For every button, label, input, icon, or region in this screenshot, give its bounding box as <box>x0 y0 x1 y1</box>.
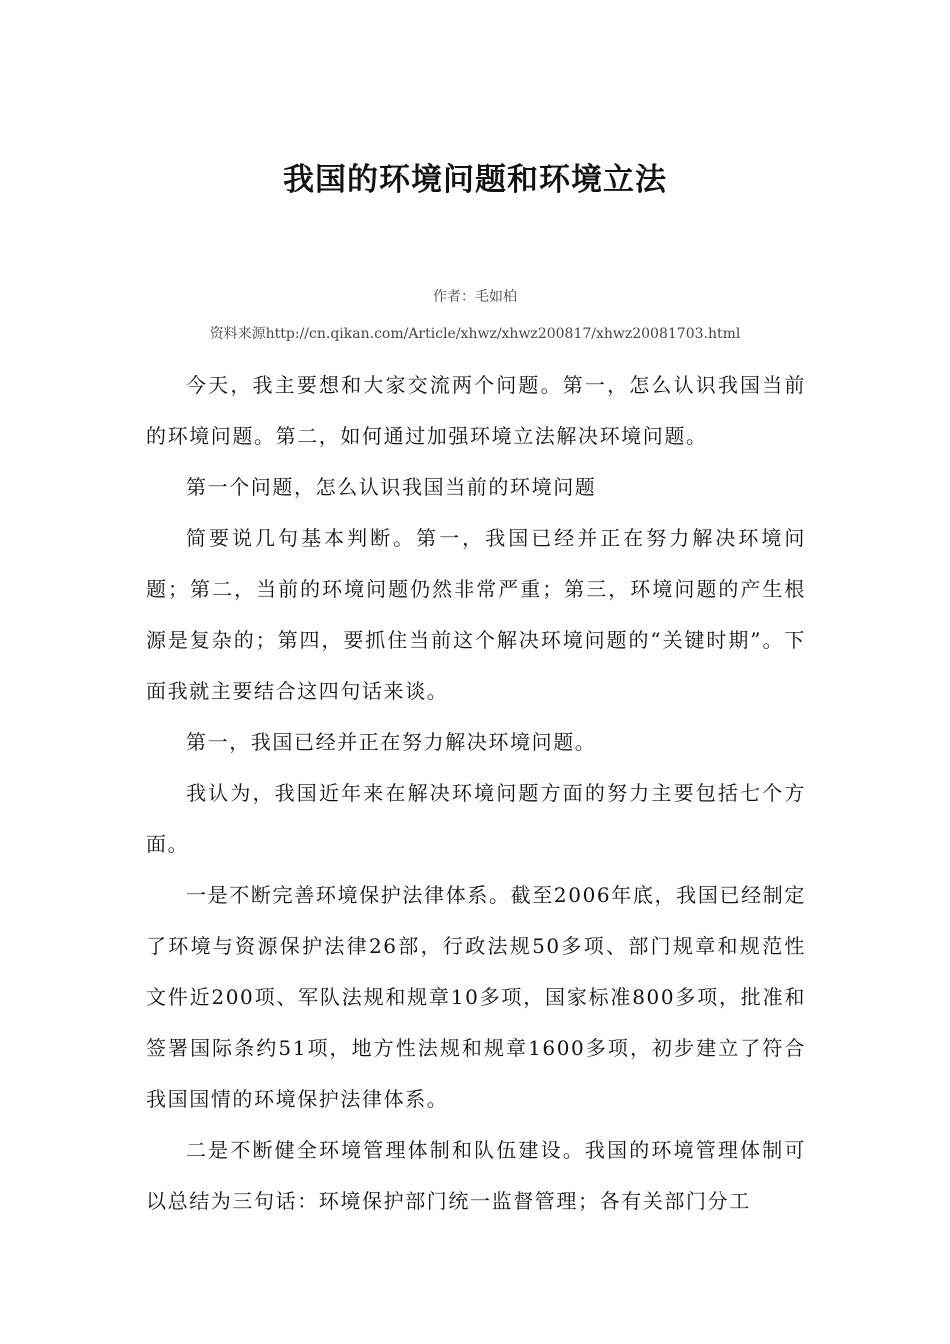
paragraph: 第一个问题，怎么认识我国当前的环境问题 <box>186 475 597 499</box>
source-line: 资料来源http://cn.qikan.com/Article/xhwz/xhwz200817/xhwz20081703.html <box>209 326 741 342</box>
document-title: 我国的环境问题和环境立法 <box>283 162 667 198</box>
paragraph: 一是不断完善环境保护法律体系。截至2006年底，我国已经制定了环境与资源保护法律26部，行政法规50多项、部门规章和规范性文件近200项、军队法规和规章10多项，国家标准800多项，批准和签署国际条约51项，地方性法规和规章1600多项，初步建立了符合我国国情的环境保护法律体系。 <box>146 883 806 1111</box>
paragraph: 简要说几句基本判断。第一，我国已经并正在努力解决环境问题；第二，当前的环境问题仍然非常严重；第三，环境问题的产生根源是复杂的；第四，要抓住当前这个解决环境问题的“关键时期”。下面我就主要结合这四句话来谈。 <box>146 526 806 703</box>
paragraph: 我认为，我国近年来在解决环境问题方面的努力主要包括七个方面。 <box>146 781 806 856</box>
paragraph: 第一，我国已经并正在努力解决环境问题。 <box>186 730 597 754</box>
document-body <box>146 360 806 1227</box>
author-line: 作者：毛如柏 <box>433 289 517 305</box>
paragraph: 今天，我主要想和大家交流两个问题。第一，怎么认识我国当前的环境问题。第二，如何通过加强环境立法解决环境问题。 <box>146 373 806 448</box>
paragraph: 二是不断健全环境管理体制和队伍建设。我国的环境管理体制可以总结为三句话：环境保护部门统一监督管理；各有关部门分工 <box>146 1138 806 1213</box>
